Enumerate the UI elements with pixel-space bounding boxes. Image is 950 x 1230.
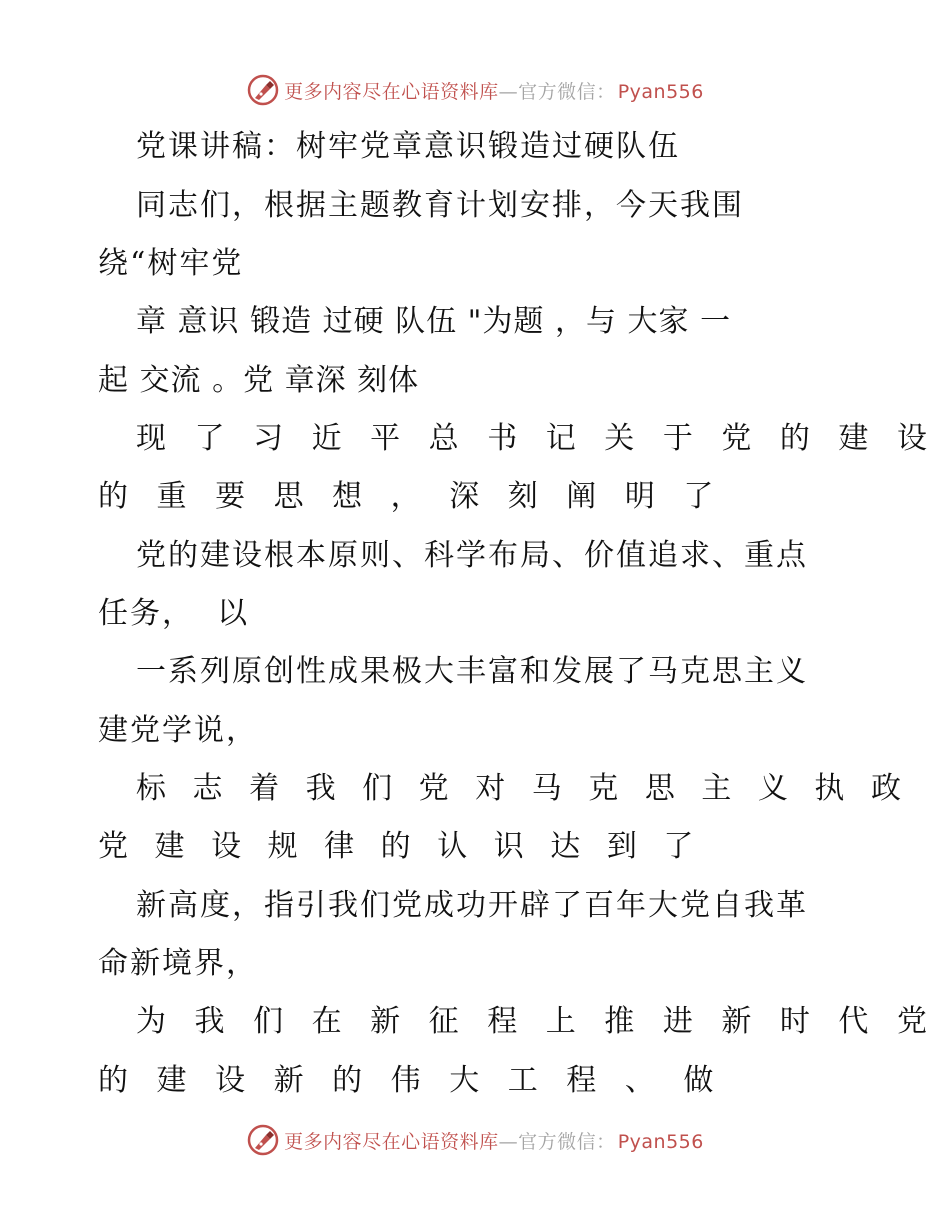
text-line-7: 党的建设根本原则、科学布局、价值追求、重点 — [136, 538, 808, 573]
header-banner — [0, 70, 950, 110]
text-line-1: 同志们，根据主题教育计划安排，今天我围 — [136, 188, 744, 223]
text-line-11: 标 志 着 我 们 党 对 马 克 思 主 义 执 政 — [136, 771, 910, 806]
text-line-6: 的 重 要 思 想 ， 深 刻 阐 明 了 — [98, 479, 723, 514]
text-line-5: 现 了 习 近 平 总 书 记 关 于 党 的 建 设 — [136, 421, 937, 456]
text-line-10: 建党学说， — [98, 713, 258, 748]
document-title: 党课讲稿：树牢党章意识锻造过硬队伍 — [136, 129, 680, 164]
banner-main-text: 更多内容尽在心语资料库 — [284, 1130, 499, 1153]
text-line-9: 一系列原创性成果极大丰富和发展了马克思主义 — [136, 654, 808, 689]
banner-sep-text: —官方微信： — [498, 80, 616, 103]
text-line-15: 为 我 们 在 新 征 程 上 推 进 新 时 代 党 — [136, 1004, 937, 1039]
text-line-16: 的 建 设 新 的 伟 大 工 程 、 做 — [98, 1063, 723, 1098]
banner-sep-text: —官方微信： — [498, 1130, 616, 1153]
banner-wechat-id: Pyan556 — [617, 80, 704, 103]
pen-nib-circle-icon — [246, 73, 280, 107]
text-line-13: 新高度，指引我们党成功开辟了百年大党自我革 — [136, 888, 808, 923]
banner-main-text: 更多内容尽在心语资料库 — [284, 80, 499, 103]
text-line-3: 章 意识 锻造 过硬 队伍 "为题 ，与 大家 一 — [136, 304, 732, 339]
text-line-4: 起 交流 。党 章深 刻体 — [98, 363, 420, 398]
text-line-8: 任务， 以 — [98, 596, 250, 631]
footer-banner — [0, 1120, 950, 1160]
banner-wechat-id: Pyan556 — [617, 1130, 704, 1153]
text-line-2: 绕“树牢党 — [98, 246, 244, 281]
text-line-14: 命新境界， — [98, 946, 258, 981]
pen-nib-circle-icon — [246, 1123, 280, 1157]
text-line-12: 党 建 设 规 律 的 认 识 达 到 了 — [98, 829, 702, 864]
